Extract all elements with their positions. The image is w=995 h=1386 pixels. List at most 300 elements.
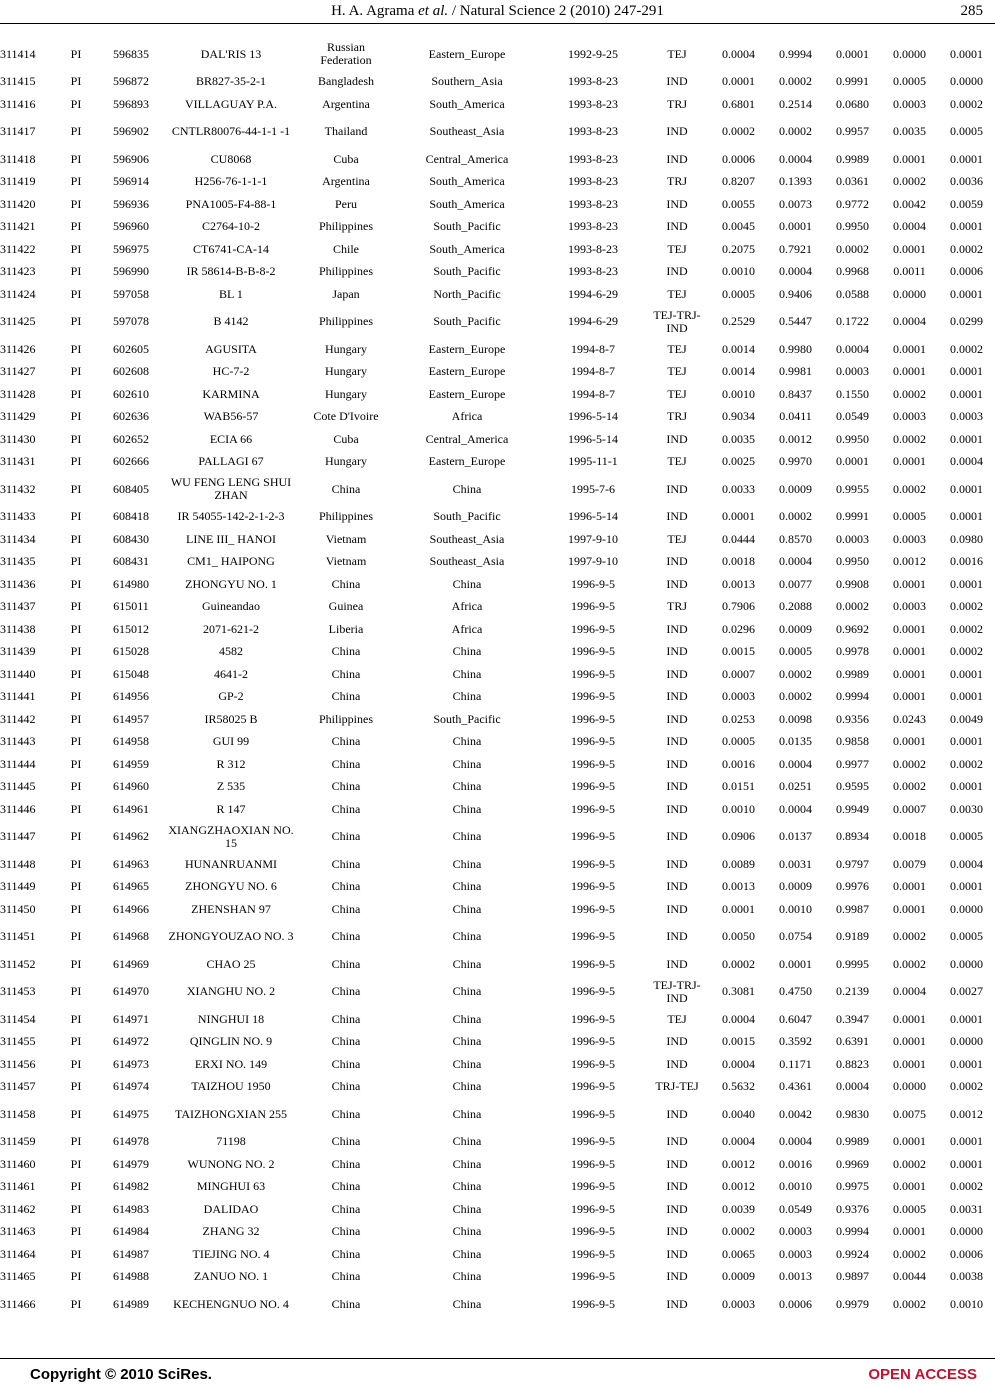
cell-subpopulation: TRJ-TEJ — [655, 1079, 699, 1094]
cell-region: Africa — [451, 599, 483, 614]
cell-region: China — [452, 1034, 482, 1049]
cell-pi-prefix: PI — [70, 314, 82, 329]
cell-accession-id: 311426 — [0, 341, 36, 356]
cell-q4: 0.0018 — [893, 829, 926, 844]
cell-q3: 0.9376 — [836, 1201, 869, 1216]
cell-region: China — [452, 1156, 482, 1171]
cell-q3: 0.0001 — [836, 46, 869, 61]
cell-q4: 0.0002 — [893, 779, 926, 794]
cell-q5: 0.0002 — [950, 96, 983, 111]
cell-pi-prefix: PI — [70, 96, 82, 111]
cell-q5: 0.0012 — [950, 1106, 983, 1121]
cell-pi-prefix: PI — [70, 621, 82, 636]
table-row — [0, 71, 995, 94]
cell-accession-id: 311448 — [0, 856, 36, 871]
table-row — [0, 261, 995, 284]
cell-q4: 0.0002 — [893, 956, 926, 971]
cell-q5: 0.0001 — [950, 666, 983, 681]
cell-cultivar-name: R 312 — [216, 756, 246, 771]
cell-q2: 0.0003 — [779, 1246, 812, 1261]
footer-rule — [0, 1358, 995, 1359]
table-row — [0, 686, 995, 709]
table-row — [0, 976, 995, 1009]
cell-region: Africa — [451, 621, 483, 636]
cell-pi-number: 602608 — [113, 364, 149, 379]
cell-pi-number: 614961 — [113, 801, 149, 816]
cell-q5: 0.0016 — [950, 554, 983, 569]
cell-q2: 0.0077 — [779, 576, 812, 591]
cell-q5: 0.0001 — [950, 779, 983, 794]
cell-q5: 0.0002 — [950, 621, 983, 636]
cell-subpopulation: TEJ — [667, 364, 687, 379]
cell-accession-id: 311437 — [0, 599, 36, 614]
table-row — [0, 641, 995, 664]
cell-q5: 0.0002 — [950, 599, 983, 614]
cell-pi-prefix: PI — [70, 1056, 82, 1071]
cell-q3: 0.0588 — [836, 286, 869, 301]
cell-q3: 0.9950 — [836, 554, 869, 569]
cell-subpopulation: IND — [666, 829, 688, 844]
cell-q2: 0.0073 — [779, 196, 812, 211]
cell-region: China — [452, 929, 482, 944]
cell-date: 1996-9-5 — [571, 1269, 615, 1284]
cell-date: 1996-9-5 — [571, 801, 615, 816]
cell-accession-id: 311436 — [0, 576, 36, 591]
cell-date: 1993-8-23 — [568, 241, 618, 256]
cell-accession-id: 311429 — [0, 409, 36, 424]
cell-pi-number: 614972 — [113, 1034, 149, 1049]
cell-pi-number: 596835 — [113, 46, 149, 61]
cell-subpopulation: IND — [666, 879, 688, 894]
cell-accession-id: 311454 — [0, 1011, 36, 1026]
cell-pi-number: 614988 — [113, 1269, 149, 1284]
cell-q1: 0.0296 — [722, 621, 755, 636]
cell-q3: 0.9356 — [836, 711, 869, 726]
cell-q5: 0.0003 — [950, 409, 983, 424]
cell-pi-number: 614957 — [113, 711, 149, 726]
cell-subpopulation: IND — [666, 151, 688, 166]
cell-pi-prefix: PI — [70, 1034, 82, 1049]
cell-q4: 0.0001 — [893, 666, 926, 681]
table-row — [0, 306, 995, 339]
cell-q2: 0.0009 — [779, 621, 812, 636]
table-row — [0, 753, 995, 776]
cell-q4: 0.0000 — [893, 286, 926, 301]
cell-country: Guinea — [328, 599, 364, 614]
table-row — [0, 618, 995, 641]
table-row — [0, 1031, 995, 1054]
table-row — [0, 1288, 995, 1321]
cell-q4: 0.0079 — [893, 856, 926, 871]
cell-accession-id: 311449 — [0, 879, 36, 894]
cell-q5: 0.0001 — [950, 1156, 983, 1171]
cell-q2: 0.5447 — [779, 314, 812, 329]
cell-subpopulation: IND — [666, 1056, 688, 1071]
cell-q1: 0.0014 — [722, 364, 755, 379]
cell-date: 1996-9-5 — [571, 621, 615, 636]
cell-pi-prefix: PI — [70, 364, 82, 379]
cell-subpopulation: IND — [666, 956, 688, 971]
cell-cultivar-name: PNA1005-F4-88-1 — [185, 196, 277, 211]
cell-q3: 0.0003 — [836, 531, 869, 546]
cell-pi-prefix: PI — [70, 124, 82, 139]
cell-q2: 0.0001 — [779, 219, 812, 234]
cell-q3: 0.9994 — [836, 1224, 869, 1239]
table-row — [0, 93, 995, 116]
cell-accession-id: 311461 — [0, 1179, 36, 1194]
table-row — [0, 1131, 995, 1154]
cell-q3: 0.9969 — [836, 1156, 869, 1171]
cell-q4: 0.0001 — [893, 1224, 926, 1239]
cell-subpopulation: TEJ — [667, 341, 687, 356]
table-body — [0, 38, 995, 1321]
copyright-notice: Copyright © 2010 SciRes. — [30, 1366, 212, 1383]
cell-cultivar-name: IR 58614-B-B-8-2 — [186, 264, 276, 279]
cell-q5: 0.0001 — [950, 431, 983, 446]
cell-q2: 0.0005 — [779, 644, 812, 659]
cell-date: 1996-9-5 — [571, 1011, 615, 1026]
cell-q3: 0.0549 — [836, 409, 869, 424]
cell-country: China — [331, 1246, 361, 1261]
cell-date: 1996-5-14 — [568, 409, 618, 424]
cell-cultivar-name: VILLAGUAY P.A. — [184, 96, 278, 111]
cell-cultivar-name: TAIZHONGXIAN 255 — [174, 1106, 288, 1121]
cell-region: China — [452, 1011, 482, 1026]
cell-country: China — [331, 779, 361, 794]
table-row — [0, 1266, 995, 1289]
cell-pi-prefix: PI — [70, 74, 82, 89]
cell-q5: 0.0001 — [950, 1011, 983, 1026]
cell-q5: 0.0006 — [950, 1246, 983, 1261]
cell-country: China — [331, 901, 361, 916]
cell-date: 1996-9-5 — [571, 711, 615, 726]
cell-pi-number: 608418 — [113, 509, 149, 524]
cell-country: Russian Federation — [320, 40, 372, 68]
cell-q5: 0.0005 — [950, 829, 983, 844]
cell-pi-number: 602610 — [113, 386, 149, 401]
cell-q1: 0.0009 — [722, 1269, 755, 1284]
table-row — [0, 1053, 995, 1076]
cell-pi-prefix: PI — [70, 734, 82, 749]
cell-pi-number: 614960 — [113, 779, 149, 794]
cell-subpopulation: TEJ-TRJ- IND — [653, 307, 701, 335]
cell-q3: 0.9989 — [836, 666, 869, 681]
cell-date: 1996-9-5 — [571, 1224, 615, 1239]
cell-q2: 0.0549 — [779, 1201, 812, 1216]
running-title — [0, 3, 995, 20]
cell-subpopulation: IND — [666, 481, 688, 496]
cell-region: South_Pacific — [433, 314, 501, 329]
cell-q1: 0.0002 — [722, 956, 755, 971]
cell-q4: 0.0004 — [893, 314, 926, 329]
cell-pi-prefix: PI — [70, 196, 82, 211]
cell-region: Eastern_Europe — [428, 386, 506, 401]
cell-q4: 0.0001 — [893, 1134, 926, 1149]
cell-subpopulation: IND — [666, 779, 688, 794]
cell-accession-id: 311419 — [0, 174, 36, 189]
cell-country: China — [331, 1079, 361, 1094]
cell-pi-prefix: PI — [70, 711, 82, 726]
cell-date: 1997-9-10 — [568, 531, 618, 546]
table-row — [0, 821, 995, 854]
table-row — [0, 1076, 995, 1099]
cell-cultivar-name: CM1_ HAIPONG — [187, 554, 275, 569]
cell-q1: 0.0012 — [722, 1156, 755, 1171]
cell-cultivar-name: IR58025 B — [204, 711, 258, 726]
cell-pi-prefix: PI — [70, 286, 82, 301]
cell-pi-number: 614974 — [113, 1079, 149, 1094]
cell-date: 1996-5-14 — [568, 509, 618, 524]
cell-q1: 0.0015 — [722, 1034, 755, 1049]
cell-pi-prefix: PI — [70, 219, 82, 234]
cell-q2: 0.0010 — [779, 901, 812, 916]
table-row — [0, 1153, 995, 1176]
cell-country: China — [331, 756, 361, 771]
cell-accession-id: 311435 — [0, 554, 36, 569]
cell-q3: 0.9957 — [836, 124, 869, 139]
cell-q5: 0.0980 — [950, 531, 983, 546]
cell-q1: 0.0151 — [722, 779, 755, 794]
cell-q3: 0.9908 — [836, 576, 869, 591]
cell-q3: 0.9797 — [836, 856, 869, 871]
cell-q3: 0.9987 — [836, 901, 869, 916]
cell-country: Liberia — [328, 621, 364, 636]
cell-country: China — [331, 1034, 361, 1049]
cell-country: Philippines — [318, 509, 373, 524]
cell-cultivar-name: IR 54055-142-2-1-2-3 — [177, 509, 285, 524]
cell-q2: 0.0004 — [779, 756, 812, 771]
cell-pi-prefix: PI — [70, 264, 82, 279]
cell-cultivar-name: DALIDAO — [203, 1201, 259, 1216]
cell-subpopulation: IND — [666, 756, 688, 771]
cell-date: 1996-9-5 — [571, 1079, 615, 1094]
cell-q5: 0.0000 — [950, 1034, 983, 1049]
cell-q2: 0.0251 — [779, 779, 812, 794]
cell-cultivar-name: GUI 99 — [212, 734, 250, 749]
cell-country: China — [331, 1134, 361, 1149]
cell-q1: 0.2529 — [722, 314, 755, 329]
cell-q1: 0.0444 — [722, 531, 755, 546]
cell-pi-number: 614979 — [113, 1156, 149, 1171]
cell-cultivar-name: KECHENGNUO NO. 4 — [173, 1296, 289, 1311]
cell-pi-number: 596936 — [113, 196, 149, 211]
cell-pi-prefix: PI — [70, 509, 82, 524]
cell-q3: 0.0001 — [836, 454, 869, 469]
cell-q3: 0.0004 — [836, 1079, 869, 1094]
cell-accession-id: 311445 — [0, 779, 36, 794]
cell-region: China — [452, 1246, 482, 1261]
cell-q4: 0.0243 — [893, 711, 926, 726]
cell-q5: 0.0001 — [950, 481, 983, 496]
cell-accession-id: 311432 — [0, 481, 36, 496]
cell-q4: 0.0007 — [893, 801, 926, 816]
cell-q2: 0.9406 — [779, 286, 812, 301]
cell-q5: 0.0000 — [950, 956, 983, 971]
cell-q2: 0.8570 — [779, 531, 812, 546]
cell-pi-prefix: PI — [70, 151, 82, 166]
cell-date: 1996-9-5 — [571, 779, 615, 794]
table-row — [0, 708, 995, 731]
cell-subpopulation: IND — [666, 689, 688, 704]
cell-accession-id: 311440 — [0, 666, 36, 681]
cell-country: China — [331, 829, 361, 844]
cell-q4: 0.0001 — [893, 1011, 926, 1026]
cell-pi-number: 614962 — [113, 829, 149, 844]
cell-date: 1997-9-10 — [568, 554, 618, 569]
cell-pi-prefix: PI — [70, 174, 82, 189]
cell-pi-number: 614971 — [113, 1011, 149, 1026]
cell-region: North_Pacific — [433, 286, 501, 301]
cell-date: 1993-8-23 — [568, 174, 618, 189]
cell-q1: 0.0010 — [722, 801, 755, 816]
cell-cultivar-name: ZHANG 32 — [202, 1224, 260, 1239]
cell-q2: 0.2514 — [779, 96, 812, 111]
table-row — [0, 1243, 995, 1266]
cell-subpopulation: IND — [666, 644, 688, 659]
cell-subpopulation: IND — [666, 264, 688, 279]
cell-q2: 0.0003 — [779, 1224, 812, 1239]
cell-pi-prefix: PI — [70, 901, 82, 916]
cell-country: China — [331, 984, 361, 999]
cell-pi-number: 608431 — [113, 554, 149, 569]
cell-q5: 0.0002 — [950, 644, 983, 659]
cell-q4: 0.0002 — [893, 174, 926, 189]
cell-pi-number: 596893 — [113, 96, 149, 111]
cell-pi-prefix: PI — [70, 879, 82, 894]
cell-subpopulation: IND — [666, 856, 688, 871]
cell-pi-number: 614966 — [113, 901, 149, 916]
table-row — [0, 1221, 995, 1244]
cell-q5: 0.0001 — [950, 386, 983, 401]
cell-country: China — [331, 1179, 361, 1194]
cell-country: China — [331, 666, 361, 681]
table-row — [0, 573, 995, 596]
cell-date: 1993-8-23 — [568, 196, 618, 211]
cell-date: 1994-8-7 — [571, 341, 615, 356]
cell-q2: 0.0098 — [779, 711, 812, 726]
cell-q3: 0.9989 — [836, 1134, 869, 1149]
cell-q2: 0.0010 — [779, 1179, 812, 1194]
cell-country: Hungary — [325, 386, 367, 401]
cell-accession-id: 311464 — [0, 1246, 36, 1261]
cell-date: 1994-6-29 — [568, 314, 618, 329]
cell-country: Hungary — [325, 341, 367, 356]
cell-region: China — [452, 734, 482, 749]
cell-accession-id: 311456 — [0, 1056, 36, 1071]
cell-q1: 0.0001 — [722, 74, 755, 89]
cell-subpopulation: TRJ — [666, 409, 687, 424]
cell-q1: 0.5632 — [722, 1079, 755, 1094]
cell-pi-prefix: PI — [70, 1269, 82, 1284]
cell-country: Philippines — [318, 264, 373, 279]
cell-q3: 0.2139 — [836, 984, 869, 999]
cell-subpopulation: TRJ — [666, 96, 687, 111]
cell-q3: 0.9897 — [836, 1269, 869, 1284]
cell-accession-id: 311447 — [0, 829, 36, 844]
cell-cultivar-name: CT6741-CA-14 — [193, 241, 269, 256]
cell-accession-id: 311441 — [0, 689, 36, 704]
cell-q4: 0.0001 — [893, 1056, 926, 1071]
cell-q3: 0.9955 — [836, 481, 869, 496]
cell-date: 1994-8-7 — [571, 386, 615, 401]
cell-q1: 0.0039 — [722, 1201, 755, 1216]
cell-q5: 0.0299 — [950, 314, 983, 329]
cell-q5: 0.0059 — [950, 196, 983, 211]
cell-date: 1994-6-29 — [568, 286, 618, 301]
cell-accession-id: 311428 — [0, 386, 36, 401]
cell-pi-prefix: PI — [70, 666, 82, 681]
cell-pi-number: 602605 — [113, 341, 149, 356]
cell-q5: 0.0002 — [950, 1179, 983, 1194]
cell-q5: 0.0049 — [950, 711, 983, 726]
cell-pi-prefix: PI — [70, 1246, 82, 1261]
cell-cultivar-name: DAL'RIS 13 — [200, 46, 262, 61]
cell-accession-id: 311422 — [0, 241, 36, 256]
cell-q3: 0.9692 — [836, 621, 869, 636]
cell-region: China — [452, 576, 482, 591]
cell-q3: 0.9830 — [836, 1106, 869, 1121]
cell-region: Southeast_Asia — [429, 124, 505, 139]
cell-pi-number: 614968 — [113, 929, 149, 944]
cell-cultivar-name: 2071-621-2 — [203, 621, 259, 636]
cell-subpopulation: IND — [666, 1156, 688, 1171]
cell-q5: 0.0010 — [950, 1296, 983, 1311]
cell-cultivar-name: TAIZHOU 1950 — [191, 1079, 271, 1094]
cell-q1: 0.0002 — [722, 124, 755, 139]
cell-date: 1996-9-5 — [571, 1156, 615, 1171]
cell-q5: 0.0027 — [950, 984, 983, 999]
running-header — [0, 0, 995, 26]
cell-subpopulation: IND — [666, 74, 688, 89]
cell-country: Hungary — [325, 364, 367, 379]
cell-pi-number: 615011 — [113, 599, 149, 614]
cell-q4: 0.0002 — [893, 1156, 926, 1171]
cell-pi-number: 615048 — [113, 666, 149, 681]
cell-q4: 0.0035 — [893, 124, 926, 139]
cell-q5: 0.0030 — [950, 801, 983, 816]
cell-q2: 0.9994 — [779, 46, 812, 61]
cell-country: China — [331, 1056, 361, 1071]
cell-accession-id: 311414 — [0, 46, 36, 61]
cell-subpopulation: TEJ — [667, 241, 687, 256]
cell-accession-id: 311452 — [0, 956, 36, 971]
cell-country: China — [331, 734, 361, 749]
cell-subpopulation: TEJ — [667, 531, 687, 546]
cell-subpopulation: IND — [666, 1296, 688, 1311]
table-row — [0, 216, 995, 239]
cell-date: 1996-9-5 — [571, 644, 615, 659]
cell-q4: 0.0001 — [893, 734, 926, 749]
cell-q1: 0.0018 — [722, 554, 755, 569]
cell-q2: 0.0009 — [779, 481, 812, 496]
cell-subpopulation: IND — [666, 1246, 688, 1261]
cell-country: China — [331, 929, 361, 944]
cell-pi-prefix: PI — [70, 644, 82, 659]
cell-pi-number: 615012 — [113, 621, 149, 636]
cell-accession-id: 311459 — [0, 1134, 36, 1149]
cell-country: Vietnam — [325, 531, 367, 546]
cell-region: China — [452, 1296, 482, 1311]
cell-accession-id: 311433 — [0, 509, 36, 524]
cell-date: 1993-8-23 — [568, 151, 618, 166]
cell-subpopulation: TEJ — [667, 454, 687, 469]
cell-pi-prefix: PI — [70, 409, 82, 424]
cell-q2: 0.4750 — [779, 984, 812, 999]
cell-q4: 0.0001 — [893, 454, 926, 469]
cell-country: China — [331, 1269, 361, 1284]
cell-region: Southern_Asia — [431, 74, 503, 89]
cell-region: China — [452, 801, 482, 816]
